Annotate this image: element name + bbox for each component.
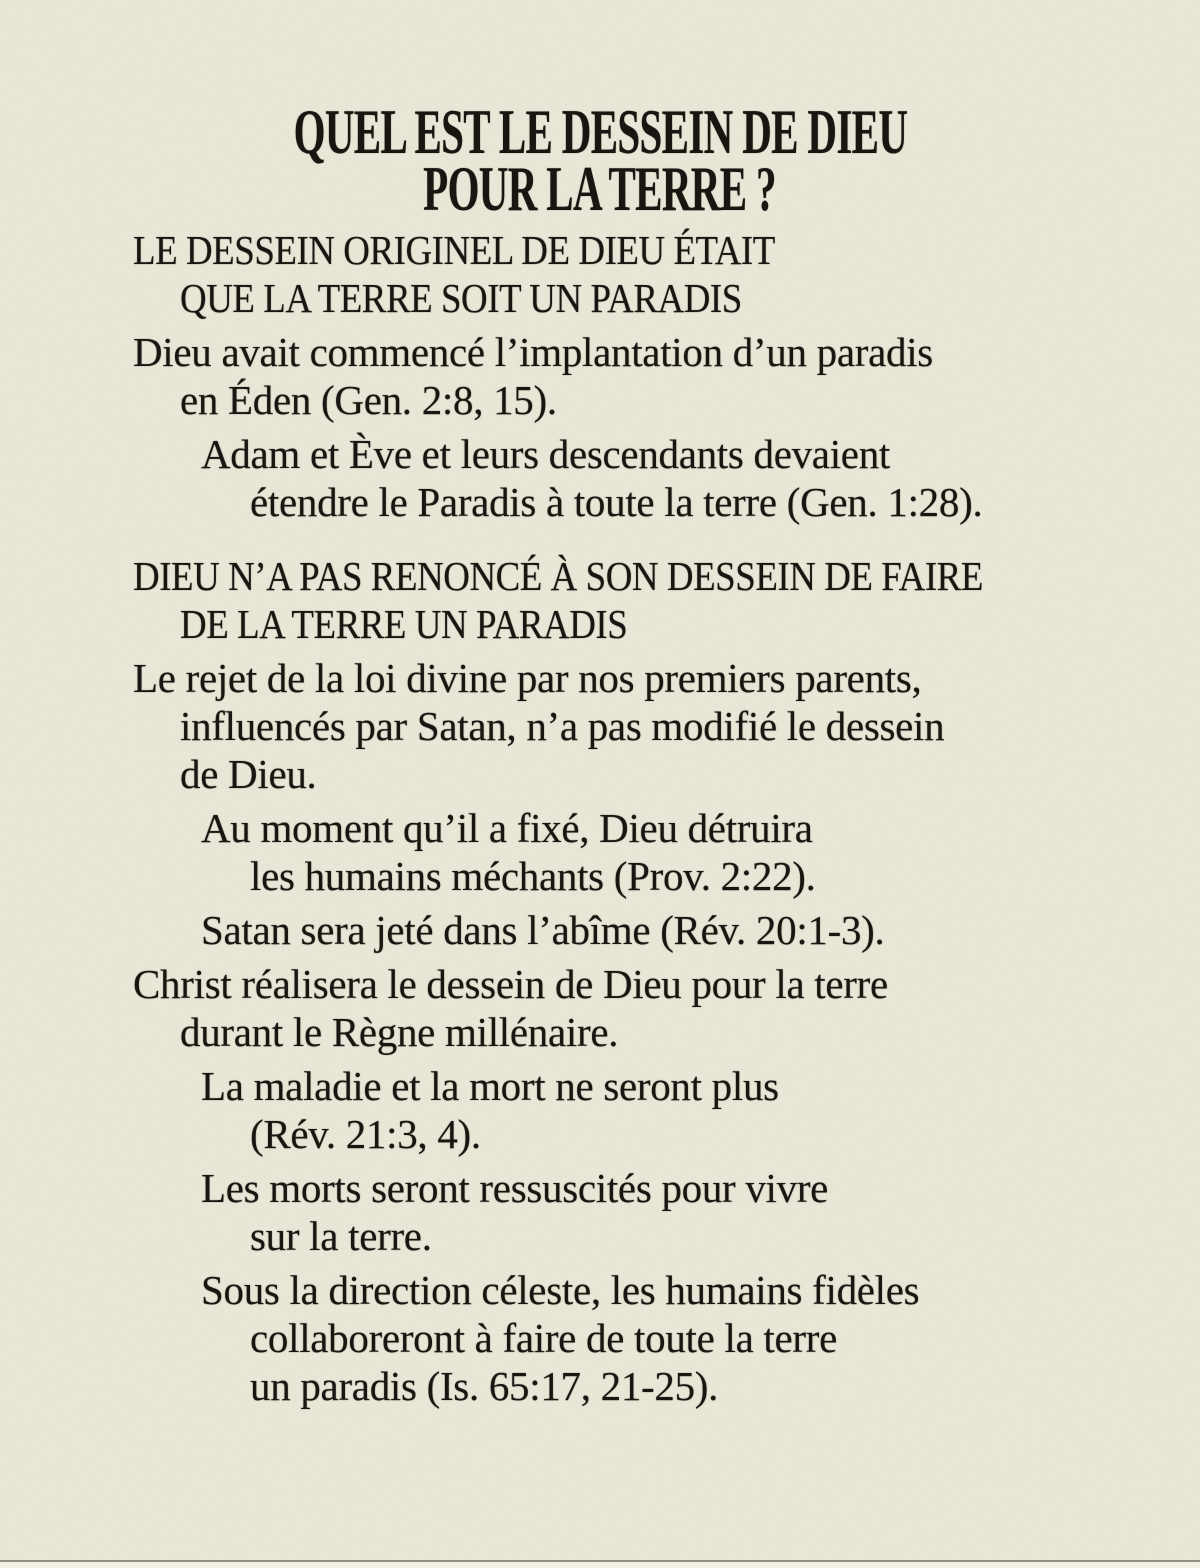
point-text: influencés par Satan, n’a pas modifié le dessein [180, 703, 945, 749]
point-line [0, 328, 1200, 376]
section-1-heading-line-2 [0, 274, 1200, 322]
point-line [0, 960, 1200, 1008]
subpoint-text: un paradis (Is. 65:17, 21-25). [250, 1363, 719, 1409]
point-text: en Éden (Gen. 2:8, 15). [180, 377, 557, 423]
point-text: Dieu avait commencé l’implantation d’un paradis [133, 329, 933, 375]
subpoint-line [0, 1110, 1200, 1158]
section-2-heading-line-2 [0, 600, 1200, 648]
section-2-heading-line-1 [0, 552, 1200, 600]
subpoint-text: La maladie et la mort ne seront plus [201, 1063, 779, 1109]
subpoint-text: collaboreront à faire de toute la terre [250, 1315, 838, 1361]
subpoint-no-sickness-death [0, 1062, 1200, 1158]
subpoint-line [0, 1062, 1200, 1110]
point-text: Le rejet de la loi divine par nos premiers parents, [133, 655, 922, 701]
point-text: Christ réalisera le dessein de Dieu pour la terre [133, 961, 888, 1007]
subpoint-line [0, 430, 1200, 478]
subpoint-adam-eve [0, 430, 1200, 526]
subpoint-text: Sous la direction céleste, les humains fidèles [201, 1267, 920, 1313]
subpoint-text: étendre le Paradis à toute la terre (Gen. 1:28). [250, 479, 983, 525]
subpoint-text: Adam et Ève et leurs descendants devaient [201, 431, 890, 477]
point-line [0, 376, 1200, 424]
subpoint-text: les humains méchants (Prov. 2:22). [250, 853, 816, 899]
subpoint-earth-paradise [0, 1266, 1200, 1410]
subpoint-text: (Rév. 21:3, 4). [250, 1111, 481, 1157]
section-2-heading [0, 552, 1200, 648]
subpoint-line [0, 1362, 1200, 1410]
bottom-edge-strip [0, 1562, 1200, 1568]
subpoint-line [0, 1266, 1200, 1314]
subpoint-destroy-wicked [0, 804, 1200, 900]
section-original-purpose [0, 226, 1200, 526]
heading-text: LE DESSEIN ORIGINEL DE DIEU ÉTAIT [133, 227, 775, 273]
section-1-heading [0, 226, 1200, 322]
point-christ-millennium [0, 960, 1200, 1056]
point-line [0, 702, 1200, 750]
slide-title-line-1 [0, 96, 1200, 167]
point-text: de Dieu. [180, 751, 317, 797]
point-line [0, 654, 1200, 702]
subpoint-line [0, 1164, 1200, 1212]
subpoint-line [0, 1212, 1200, 1260]
subpoint-satan-abyss [0, 906, 1200, 954]
point-rejection [0, 654, 1200, 798]
slide-title-text-1: QUEL EST LE DESSEIN DE DIEU [293, 96, 907, 167]
subpoint-text: Satan sera jeté dans l’abîme (Rév. 20:1-3). [201, 907, 885, 953]
heading-text: QUE LA TERRE SOIT UN PARADIS [180, 275, 742, 321]
subpoint-text: Au moment qu’il a fixé, Dieu détruira [201, 805, 813, 851]
point-line [0, 1008, 1200, 1056]
heading-text: DIEU N’A PAS RENONCÉ À SON DESSEIN DE FAIRE [133, 553, 983, 599]
slide-title-line-2 [0, 153, 1200, 224]
subpoint-text: sur la terre. [250, 1213, 432, 1259]
subpoint-line [0, 804, 1200, 852]
subpoint-line [0, 852, 1200, 900]
slide-title [0, 96, 1200, 224]
subpoint-line [0, 1314, 1200, 1362]
subpoint-text: Les morts seront ressuscités pour vivre [201, 1165, 829, 1211]
point-line [0, 750, 1200, 798]
subpoint-line [0, 478, 1200, 526]
heading-text: DE LA TERRE UN PARADIS [180, 601, 628, 647]
subpoint-line [0, 906, 1200, 954]
subpoint-resurrection [0, 1164, 1200, 1260]
section-purpose-unchanged [0, 552, 1200, 1410]
point-eden [0, 328, 1200, 424]
slide-title-text-2: POUR LA TERRE ? [423, 153, 777, 224]
point-text: durant le Règne millénaire. [180, 1009, 619, 1055]
section-1-heading-line-1 [0, 226, 1200, 274]
